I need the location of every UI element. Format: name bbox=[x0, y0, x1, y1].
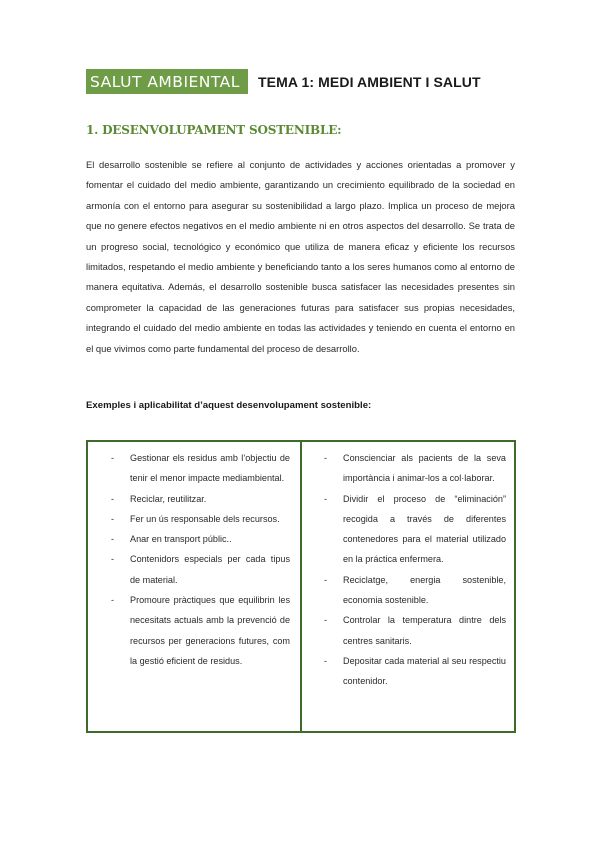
list-item bbox=[324, 610, 506, 651]
list-item bbox=[111, 489, 290, 509]
bullet-dash: - bbox=[324, 655, 328, 666]
body-paragraph: El desarrollo sostenible se refiere al conjunto de actividades y acciones orientadas a promover y fomentar el cuidado del medio ambiente, garantizando un crecimiento equilibrado de la sociedad en armonía con el entorno para asegurar su sostenibilidad a largo plazo. Implica un proceso de mejora que no genere efectos negativos en el medio ambiente ni en otros aspectos del desarrollo. Se trata de un progreso social, tecnológico y económico que utiliza de manera eficaz y eficiente los recursos limitados, respetando el medio ambiente y beneficiando tanto a los seres humanos como al entorno de manera equitativa. Además, el desarrollo sostenible busca satisfacer las necesidades presentes sin comprometer la capacidad de las generaciones futuras para satisfacer sus propias necesidades, integrando el cuidado del medio ambiente en todas las actividades y teniendo en cuenta el entorno en el que vivimos como parte fundamental del proceso de desarrollo. bbox=[86, 159, 515, 354]
list-item-text: Controlar la temperatura dintre dels centres sanitaris. bbox=[343, 615, 506, 646]
list-item-text: Contenidors especials per cada tipus de material. bbox=[130, 554, 290, 585]
examples-right-column bbox=[302, 442, 514, 731]
list-item-text: Dividir el proceso de “eliminación” recogida a través de diferentes contenedores para el material utilizado en la práctica enfermera. bbox=[343, 493, 506, 565]
list-item bbox=[111, 509, 290, 529]
bullet-dash: - bbox=[111, 513, 115, 524]
bullet-dash: - bbox=[111, 453, 115, 463]
list-item-text: Reciclar, reutilitzar. bbox=[130, 493, 207, 504]
bullet-dash: - bbox=[111, 493, 115, 504]
list-item-text: Gestionar els residus amb l’objectiu de tenir el menor impacte mediambiental. bbox=[130, 453, 290, 484]
topic-title: TEMA 1: MEDI AMBIENT I SALUT bbox=[258, 73, 481, 90]
list-item-text: Reciclatge, energia sostenible, economia sostenible. bbox=[343, 574, 506, 606]
subject-badge: SALUT AMBIENTAL bbox=[86, 69, 248, 94]
list-item-text: Anar en transport públic.. bbox=[130, 534, 232, 545]
bullet-dash: - bbox=[111, 534, 115, 545]
bullet-dash: - bbox=[111, 595, 115, 606]
list-item bbox=[111, 448, 290, 489]
examples-table bbox=[86, 440, 516, 733]
list-item-text: Fer un ús responsable dels recursos. bbox=[130, 513, 280, 524]
examples-heading: Exemples i aplicabilitat d’aquest desenvolupament sostenible: bbox=[86, 400, 372, 411]
bullet-dash: - bbox=[111, 554, 115, 565]
list-item-text: Conscienciar als pacients de la seva importància i animar-los a col·laborar. bbox=[343, 453, 506, 484]
list-item bbox=[324, 489, 506, 570]
examples-left-column bbox=[88, 442, 302, 731]
left-list bbox=[111, 448, 290, 671]
list-item bbox=[324, 570, 506, 611]
list-item bbox=[111, 590, 290, 671]
bullet-dash: - bbox=[324, 493, 328, 504]
section-title: 1. DESENVOLUPAMENT SOSTENIBLE: bbox=[86, 123, 342, 137]
list-item bbox=[324, 651, 506, 692]
bullet-dash: - bbox=[324, 574, 328, 585]
right-list bbox=[324, 448, 506, 692]
list-item bbox=[111, 549, 290, 590]
list-item-text: Promoure pràctiques que equilibrin les necesitats actuals amb la prevenció de recursos per generacions futures, com la gestió eficient de residus. bbox=[130, 595, 290, 666]
list-item bbox=[324, 448, 506, 489]
bullet-dash: - bbox=[324, 453, 328, 463]
list-item-text: Depositar cada material al seu respectiu contenidor. bbox=[343, 655, 506, 687]
bullet-dash: - bbox=[324, 615, 328, 626]
list-item bbox=[111, 529, 290, 549]
document-header bbox=[86, 69, 481, 94]
